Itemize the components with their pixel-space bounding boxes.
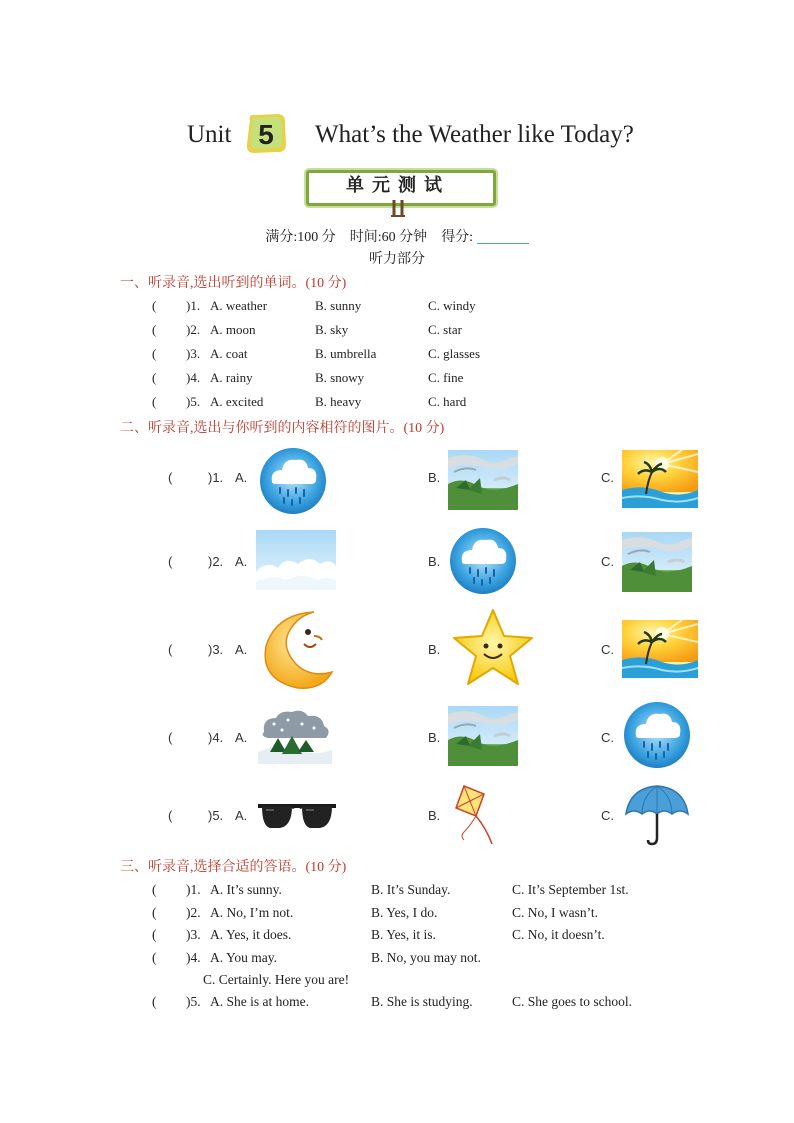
rain-cloud-icon[interactable] <box>448 526 518 596</box>
sunglasses-icon[interactable] <box>256 798 338 832</box>
unit-title-bar <box>0 112 794 160</box>
moon-icon[interactable] <box>256 606 336 690</box>
unit-test-banner <box>300 168 496 216</box>
time-limit: 时间:60 分钟 <box>349 230 428 245</box>
sunny-beach-icon[interactable] <box>622 620 698 678</box>
s3-question-1: ( )1. A. It’s sunny. B. It’s Sunday. C. It’s September 1st. <box>152 882 629 897</box>
umbrella-icon[interactable] <box>622 780 692 850</box>
unit-subtitle: What’s the Weather like Today? <box>315 121 634 148</box>
banner-text: 单元测试 <box>346 175 450 196</box>
s2-question-4: ( )4. A. B. C. <box>150 700 710 780</box>
cloudy-sky-icon[interactable] <box>256 530 336 590</box>
section3-title: 三、听录音,选择合适的答语。(10 分) <box>120 860 347 875</box>
kite-icon[interactable] <box>450 782 500 848</box>
sunny-beach-icon[interactable] <box>622 450 698 508</box>
unit-number-badge <box>244 112 288 156</box>
star-icon[interactable] <box>450 606 536 690</box>
windy-landscape-icon[interactable] <box>448 706 518 766</box>
score-label: 得分: <box>441 230 474 245</box>
section1-title: 一、听录音,选出听到的单词。(10 分) <box>120 276 347 291</box>
score-blank[interactable] <box>477 231 529 244</box>
s3-question-4: ( )4. A. You may. B. No, you may not. C. Certainly. Here you are! <box>152 950 481 987</box>
s3-question-2: ( )2. A. No, I’m not. B. Yes, I do. C. No, I wasn’t. <box>152 905 598 920</box>
s2-question-1: ( )1. A. B. C. <box>150 440 710 520</box>
listening-part-heading: 听力部分 <box>369 252 425 267</box>
s3-question-3: ( )3. A. Yes, it does. B. Yes, it is. C. No, it doesn’t. <box>152 927 605 942</box>
score-line <box>0 226 794 246</box>
s2-question-2: ( )2. A. B. C. <box>150 522 710 602</box>
snowy-icon[interactable] <box>258 708 332 764</box>
unit-word: Unit <box>187 121 232 148</box>
svg-text:5: 5 <box>258 119 274 150</box>
banner-hanger-icon <box>388 200 408 218</box>
windy-landscape-icon[interactable] <box>448 450 518 510</box>
full-score: 满分:100 分 <box>265 230 336 245</box>
s1-question-5: ( )5. A. excited B. heavy C. hard <box>152 394 467 409</box>
s1-question-1: ( )1. A. weather B. sunny C. windy <box>152 298 476 313</box>
s2-question-5: ( )5. A. B. C. <box>150 778 710 858</box>
s1-question-3: ( )3. A. coat B. umbrella C. glasses <box>152 346 480 361</box>
section2-title: 二、听录音,选出与你听到的内容相符的图片。(10 分) <box>120 421 445 436</box>
rain-cloud-icon[interactable] <box>258 446 328 516</box>
s1-question-4: ( )4. A. rainy B. snowy C. fine <box>152 370 464 385</box>
windy-landscape-icon[interactable] <box>622 532 692 592</box>
s1-question-2: ( )2. A. moon B. sky C. star <box>152 322 462 337</box>
rain-cloud-icon[interactable] <box>622 700 692 770</box>
s2-question-3: ( )3. A. B. C. <box>150 604 710 694</box>
s3-question-5: ( )5. A. She is at home. B. She is studying. C. She goes to school. <box>152 994 632 1009</box>
